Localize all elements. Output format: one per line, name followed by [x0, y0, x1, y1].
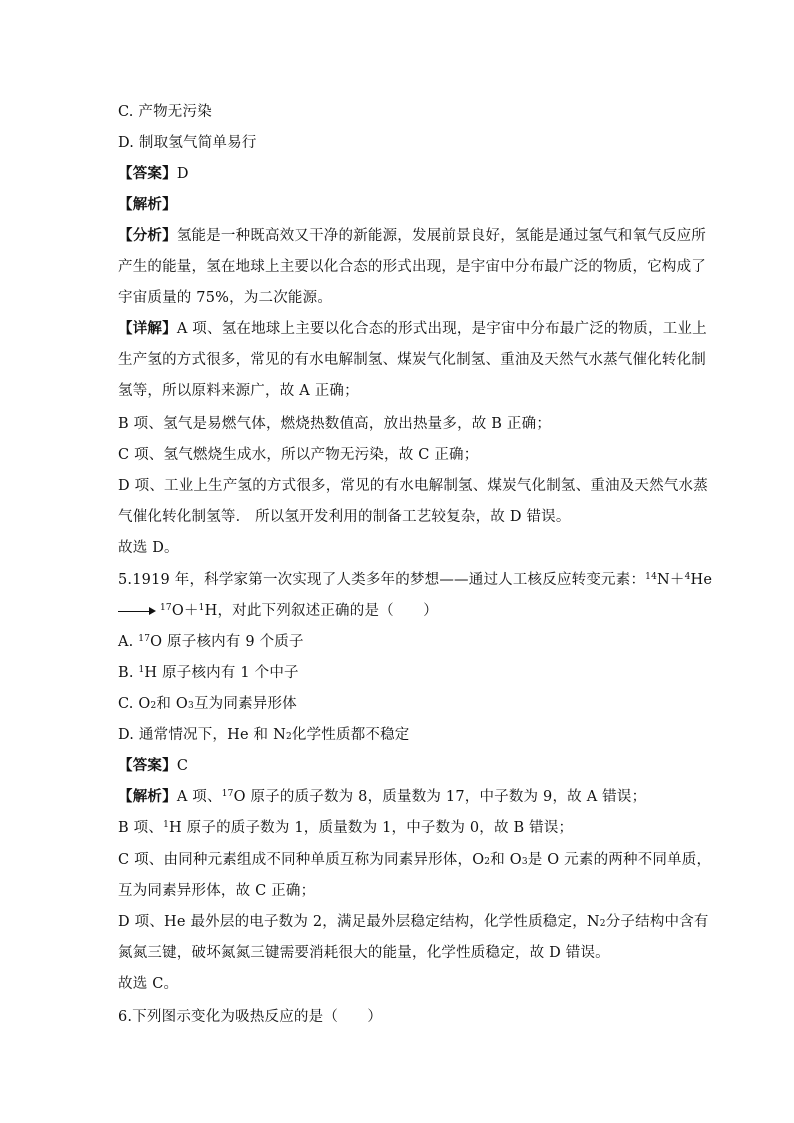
item-d-line-2: 气催化转化制氢等． 所以氢开发利用的制备工艺较复杂，故 D 错误。: [118, 509, 571, 525]
xiangjie-line-2: 生产氢的方式很多，常见的有水电解制氢、煤炭气化制氢、重油及天然气水蒸气催化转化制: [118, 352, 706, 368]
item-c-line: C 项、氢气燃烧生成水，所以产物无污染，故 C 正确；: [118, 447, 479, 463]
option-a-mass: 17: [138, 634, 151, 644]
q6-stem: 6.下列图示变化为吸热反应的是（ ）: [118, 1009, 383, 1025]
option-b-text: H 原子核内有 1 个中子: [144, 665, 299, 681]
analysis-a-mass: 17: [221, 789, 234, 799]
q5-analysis-a: [118, 787, 688, 807]
n-symbol: N＋: [657, 572, 685, 588]
q5-analysis-tag: 【解析】: [118, 788, 177, 805]
q5-option-a: [118, 632, 688, 652]
q5-analysis-d-2: 氮氮三键，破坏氮氮三键需要消耗很大的能量，化学性质稳定，故 D 错误。: [118, 945, 610, 961]
option-b-mass: 1: [138, 665, 145, 675]
option-c: C. 产物无污染: [118, 104, 212, 120]
xiangjie-line-3: 氢等，所以原料来源广，故 A 正确；: [118, 383, 359, 399]
q5-stem-text: 5.1919 年，科学家第一次实现了人类多年的梦想——通过人工核反应转变元素：: [118, 572, 646, 588]
analysis-d-post: 分子结构中含有: [605, 914, 709, 930]
option-d-label: D. 通常情况下，He 和 N: [118, 727, 286, 743]
conclusion-d: 故选 D。: [118, 540, 179, 556]
option-d-sub: 2: [285, 732, 292, 742]
option-d: D. 制取氢气简单易行: [118, 135, 257, 151]
analysis-c-text: C 项、由同种元素组成不同种单质互称为同素异形体，O: [118, 852, 485, 868]
fenxi-text-1: 氢能是一种既高效又干净的新能源，发展前景良好，氢能是通过氢气和氧气反应所: [176, 228, 707, 244]
fenxi-line-2: 产生的能量，氢在地球上主要以化合态的形式出现，是宇宙中分布最广泛的物质，它构成了: [118, 259, 706, 275]
n-mass-number: 14: [645, 572, 658, 582]
analysis-c-post: 是 O 元素的两种不同单质，: [527, 852, 712, 868]
q5-stem-line-2: [118, 601, 688, 621]
xiangjie-text-1: A 项、氢在地球上主要以化合态的形式出现，是宇宙中分布最广泛的物质，工业上: [176, 321, 707, 337]
analysis-b-mass: 1: [163, 820, 170, 830]
analysis-tag: 【解析】: [118, 196, 177, 213]
analysis-d-sub: 2: [599, 919, 606, 929]
xiangjie-line-1: [118, 319, 707, 339]
reaction-arrow-icon: [118, 611, 154, 612]
item-b-line: B 项、氢气是易燃气体，燃烧热数值高，放出热量多，故 B 正确；: [118, 416, 552, 432]
q5-conclusion: 故选 C。: [118, 976, 179, 992]
option-c-sub-2: 3: [188, 701, 194, 711]
option-c-mid: 和 O: [156, 696, 189, 712]
o-symbol: O＋: [171, 603, 199, 619]
fenxi-tag: 【分析】: [118, 227, 177, 244]
option-a-label: A.: [118, 634, 139, 650]
analysis-b-text: H 原子的质子数为 1，质量数为 1，中子数为 0，故 B 错误；: [169, 820, 574, 836]
q5-stem-line-1: [118, 570, 713, 590]
q5-stem-text-2: H，对此下列叙述正确的是（ ）: [204, 603, 438, 619]
h-mass-number: 1: [198, 603, 205, 613]
q5-option-d: [118, 725, 688, 745]
analysis-c-sub-1: 2: [484, 857, 491, 867]
analysis-c-sub-2: 3: [521, 857, 528, 867]
option-b-label: B.: [118, 665, 139, 681]
o-mass-number: 17: [160, 603, 172, 613]
he-mass-number: 4: [684, 572, 691, 582]
q5-analysis-d-1: [118, 912, 709, 932]
q5-analysis-b: [118, 818, 688, 838]
q5-answer-value: C: [176, 758, 189, 774]
q5-analysis-c-2: 互为同素异形体，故 C 正确；: [118, 883, 316, 899]
he-symbol: He: [690, 572, 713, 588]
option-a-text: O 原子核内有 9 个质子: [150, 634, 304, 650]
answer-value: D: [176, 166, 189, 182]
q5-answer-line: [118, 756, 688, 776]
fenxi-line-1: [118, 226, 707, 246]
analysis-a-text: O 原子的质子数为 8，质量数为 17，中子数为 9，故 A 错误；: [233, 789, 647, 805]
answer-tag: 【答案】: [118, 165, 177, 182]
analysis-c-mid: 和 O: [490, 852, 522, 868]
analysis-a-label: A 项、: [176, 789, 222, 805]
item-d-line-1: D 项、工业上生产氢的方式很多，常见的有水电解制氢、煤炭气化制氢、重油及天然气水蒸: [118, 478, 708, 494]
answer-line: [118, 164, 688, 184]
analysis-d-text: D 项、He 最外层的电子数为 2，满足最外层稳定结构，化学性质稳定，N: [118, 914, 600, 930]
q5-analysis-c-1: [118, 850, 712, 870]
q5-option-b: [118, 663, 688, 683]
analysis-b-label: B 项、: [118, 820, 164, 836]
q5-option-c: [118, 694, 688, 714]
option-c-sub-1: 2: [150, 701, 157, 711]
q5-answer-tag: 【答案】: [118, 757, 177, 774]
option-c-text: 互为同素异形体: [193, 696, 297, 712]
option-d-text: 化学性质都不稳定: [291, 727, 410, 743]
fenxi-line-3: 宇宙质量的 75%，为二次能源。: [118, 290, 333, 306]
option-c-label: C. O: [118, 696, 151, 712]
xiangjie-tag: 【详解】: [118, 320, 177, 337]
